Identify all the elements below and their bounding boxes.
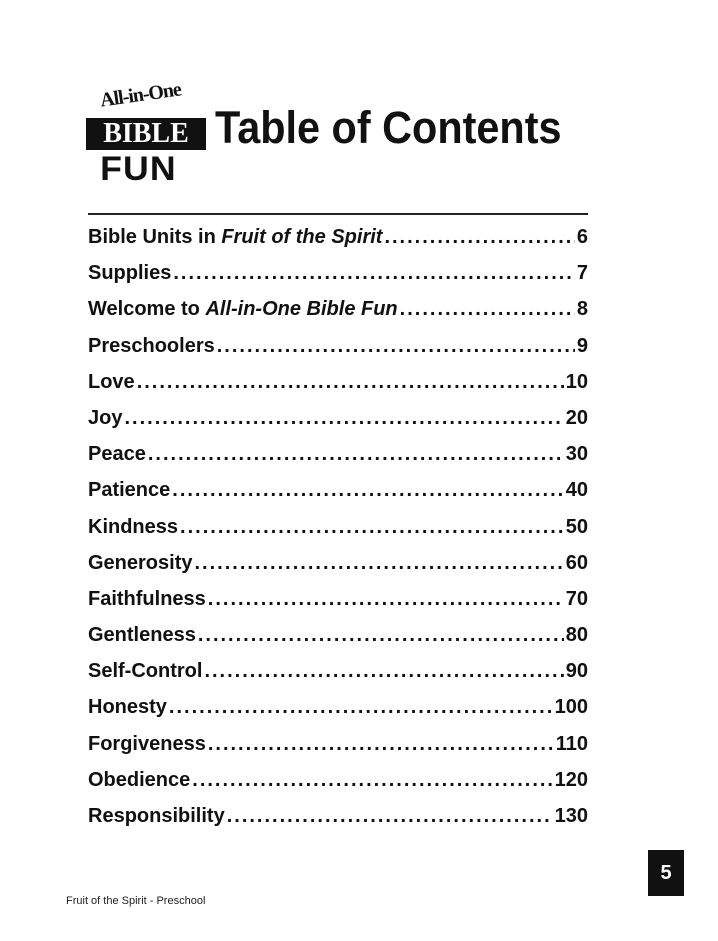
toc-entry-page: 8 [576,298,588,321]
toc-entry [88,660,588,696]
toc-entry-italic: All-in-One Bible Fun [205,298,398,321]
toc-entry [88,552,588,588]
logo-line-1: All-in-One [98,78,183,112]
toc-list [88,226,588,841]
all-in-one-bible-fun-logo [86,78,210,190]
toc-entry-pre: Supplies [88,262,172,285]
toc-entry-page: 70 [565,587,588,610]
toc-entry [88,696,588,732]
toc-entry [88,479,588,515]
toc-entry-pre: Joy [88,406,123,429]
toc-entry-pre: Kindness [88,515,179,538]
logo-line-2: BIBLE [86,118,206,150]
dot-leader [198,624,564,647]
toc-entry-page: 7 [576,262,588,285]
page-title: Table of Contents [215,102,562,153]
toc-entry-page: 50 [565,515,588,538]
toc-entry-pre: Responsibility [88,805,225,827]
toc-entry [88,262,588,298]
toc-entry-label [88,226,382,249]
footer-text: Fruit of the Spirit - Preschool [66,895,206,907]
toc-entry [88,407,588,443]
toc-entry-label [88,479,170,502]
page-number: 5 [648,850,684,896]
dot-leader [194,552,563,575]
toc-entry-pre: Peace [88,443,146,466]
toc-entry-pre: Bible Units in [88,226,222,248]
dot-leader [217,335,575,358]
dot-leader [169,696,553,719]
dot-leader [204,660,563,683]
toc-entry [88,516,588,552]
toc-entry-page: 6 [576,226,588,248]
toc-entry-label [88,516,178,539]
toc-entry-label [88,660,202,683]
toc-entry-page: 60 [565,551,588,574]
toc-entry [88,371,588,407]
toc-entry-page: 100 [554,696,588,719]
toc-entry [88,733,588,769]
toc-entry-label [88,443,146,466]
toc-entry [88,335,588,371]
toc-entry-label [88,624,196,647]
toc-entry-label [88,733,206,756]
toc-entry-pre: Patience [88,479,171,502]
dot-leader [400,298,575,321]
dot-leader [192,769,552,792]
toc-entry-page: 130 [554,805,588,827]
toc-entry-pre: Faithfulness [88,587,206,610]
toc-entry-page: 40 [565,479,588,502]
dot-leader [137,371,564,394]
toc-entry-page: 80 [565,624,588,647]
toc-entry-label [88,407,122,430]
dot-leader [180,516,564,539]
toc-entry [88,588,588,624]
dot-leader [208,588,564,611]
dot-leader [208,733,554,756]
toc-entry [88,443,588,479]
toc-entry-pre: Generosity [88,551,193,574]
toc-entry-page: 10 [565,370,588,393]
toc-entry-pre: Preschoolers [88,334,215,357]
toc-entry-label [88,262,171,285]
dot-leader [124,407,563,430]
divider [88,213,588,215]
dot-leader [173,262,575,285]
toc-entry-label [88,769,190,792]
toc-entry [88,624,588,660]
toc-entry-page: 110 [555,732,588,755]
toc-entry-italic: Fruit of the Spirit [221,226,383,248]
toc-entry [88,298,588,334]
toc-entry-label [88,552,192,575]
dot-leader [384,226,574,249]
toc-entry-pre: Gentleness [88,624,196,647]
dot-leader [148,443,564,466]
toc-entry-page: 120 [554,768,588,791]
toc-entry-page: 9 [576,334,588,357]
toc-entry-pre: Self-Control [88,660,203,683]
logo-line-3: FUN [100,150,177,188]
toc-entry-pre: Obedience [88,768,191,791]
toc-entry-pre: Forgiveness [88,732,206,755]
toc-entry-label [88,696,167,719]
toc-entry-label [88,371,135,394]
toc-entry [88,769,588,805]
dot-leader [172,479,563,502]
toc-entry-pre: Love [88,370,135,393]
toc-entry-page: 30 [565,443,588,466]
toc-entry [88,226,588,262]
toc-entry-label [88,588,206,611]
toc-entry-label [88,298,398,321]
toc-entry-pre: Welcome to [88,298,206,321]
toc-entry-pre: Honesty [88,696,167,719]
toc-entry-page: 90 [565,660,588,683]
dot-leader [227,805,553,828]
toc-entry [88,805,588,841]
toc-entry-label [88,335,215,358]
toc-entry-label [88,805,225,828]
toc-entry-page: 20 [565,406,588,429]
